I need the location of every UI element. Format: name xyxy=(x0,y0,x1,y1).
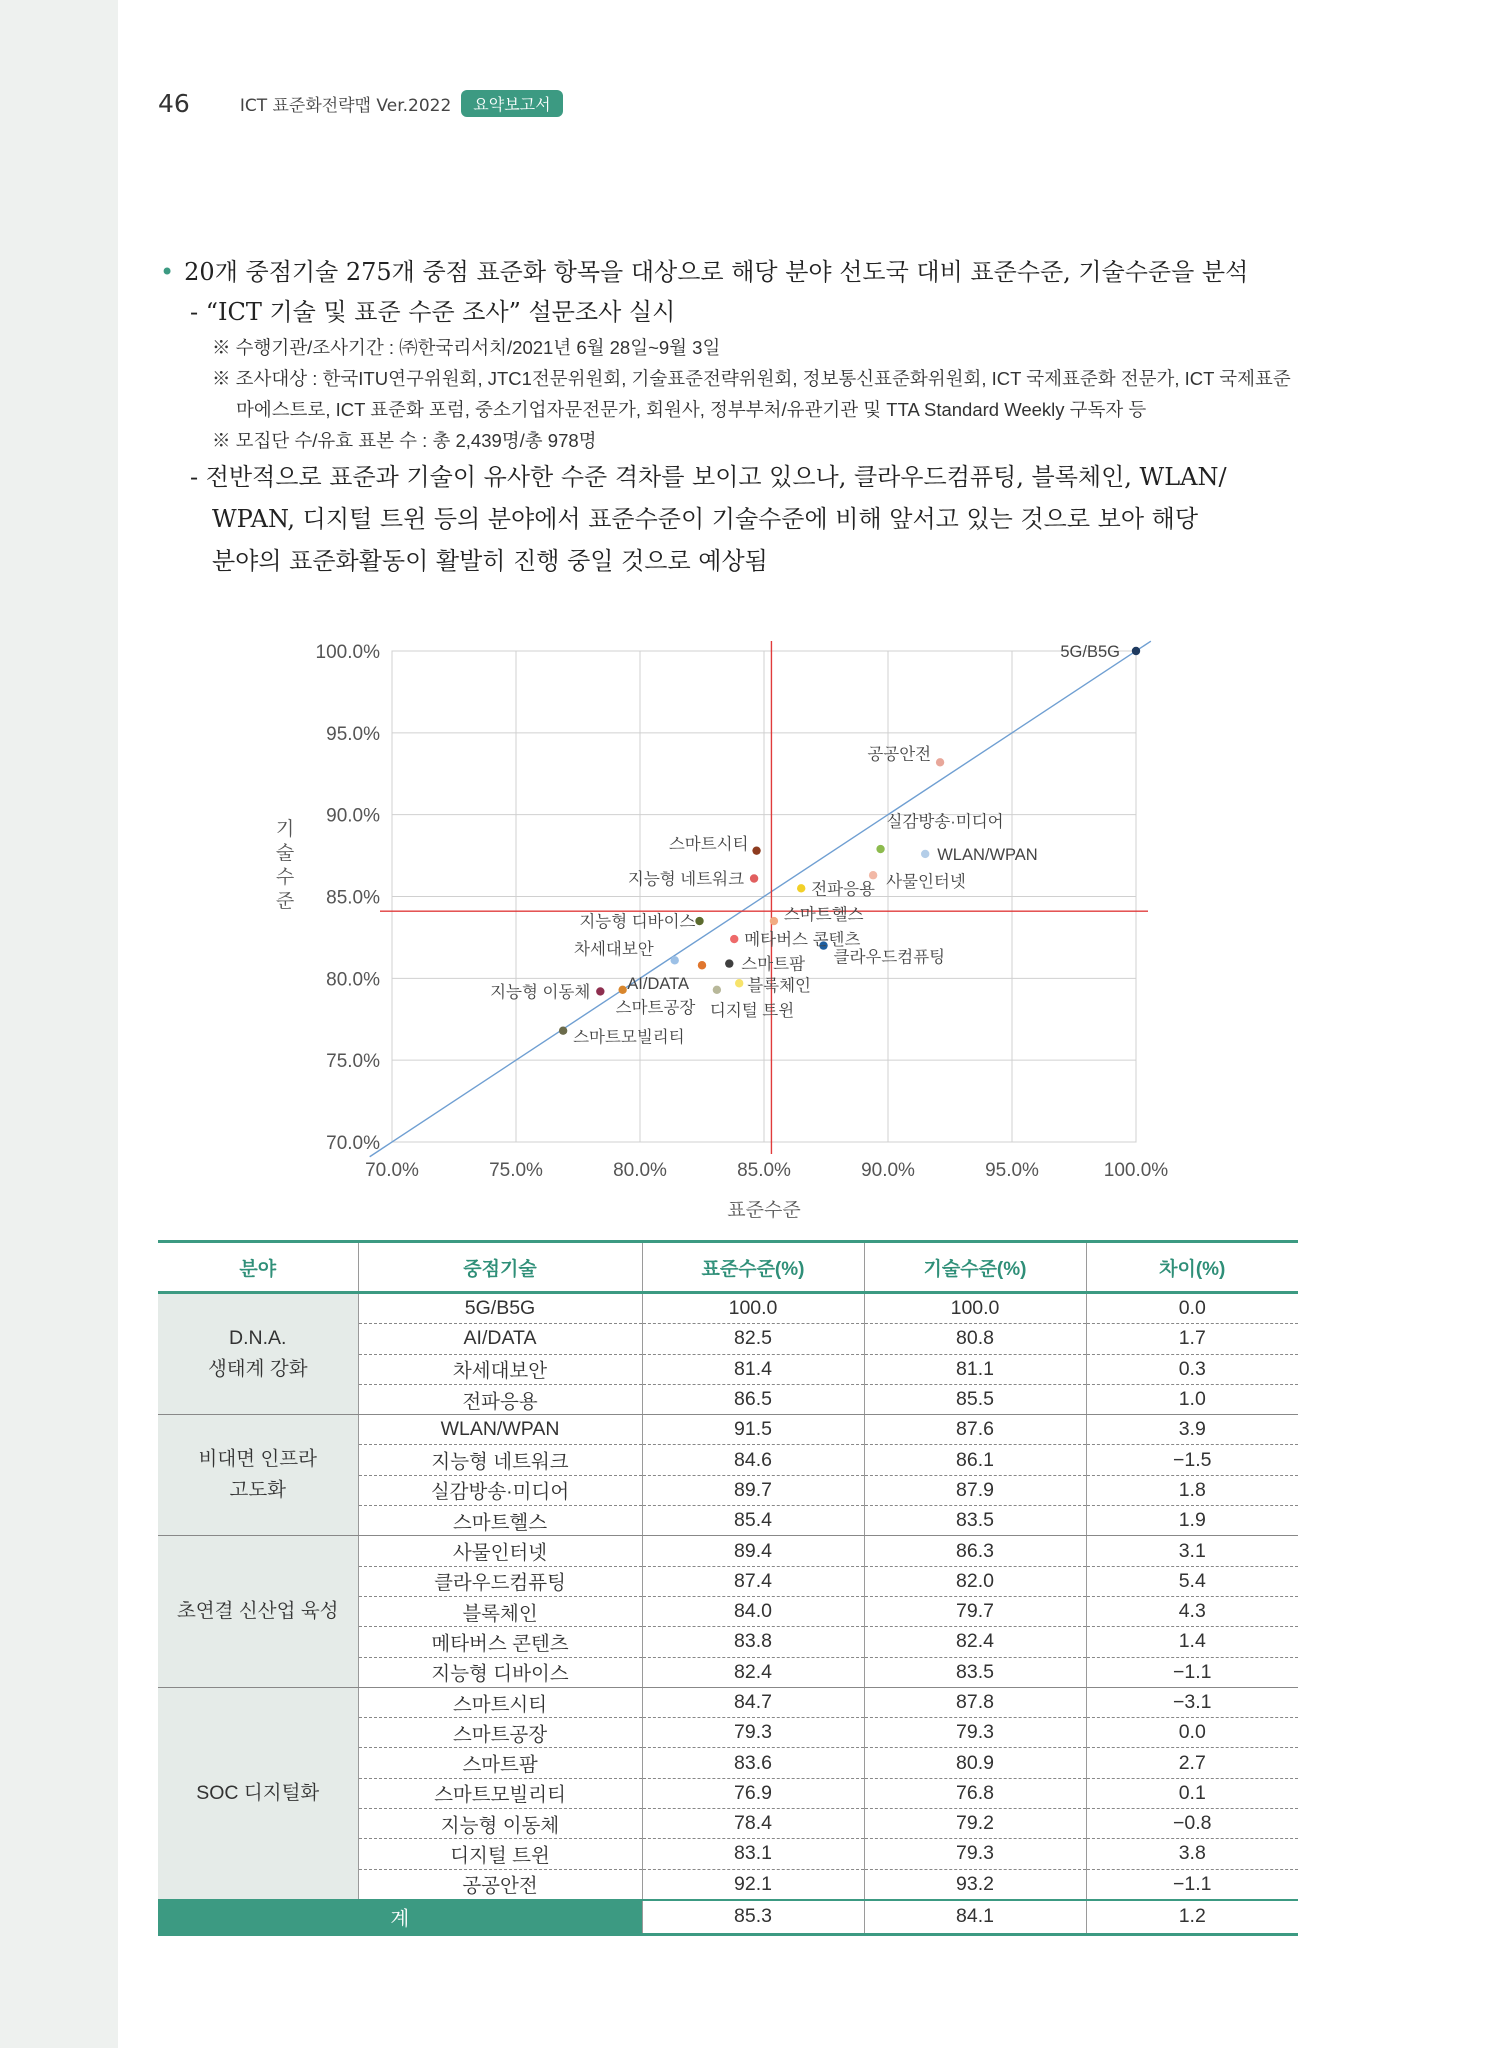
table-header-row xyxy=(158,1242,1298,1293)
tech-cell: 클라우드컴퓨팅 xyxy=(358,1566,642,1596)
point-label: 스마트팜 xyxy=(741,955,806,974)
y-tick-label: 85.0% xyxy=(326,887,380,909)
std-cell: 82.5 xyxy=(642,1324,864,1354)
doc-title: ICT 표준화전략맵 Ver.2022 xyxy=(239,95,452,116)
tech-cell: 블록체인 xyxy=(358,1596,642,1626)
survey-line: - “ICT 기술 및 표준 수준 조사” 설문조사 실시 xyxy=(190,298,676,326)
point-label: 지능형 이동체 xyxy=(490,983,591,1002)
point-label: 지능형 디바이스 xyxy=(579,913,696,932)
scatter-point xyxy=(750,874,758,882)
tech-level-cell: 79.7 xyxy=(864,1596,1086,1626)
tech-cell: 메타버스 콘텐츠 xyxy=(358,1627,642,1657)
header-field: 분야 xyxy=(158,1242,358,1293)
diff-cell: 0.0 xyxy=(1086,1293,1298,1324)
std-cell: 86.5 xyxy=(642,1384,864,1414)
scatter-point xyxy=(797,884,805,892)
section-badge: 요약보고서 xyxy=(461,90,562,117)
point-label: 공공안전 xyxy=(867,745,932,764)
diff-cell: 1.4 xyxy=(1086,1627,1298,1657)
std-cell: 83.1 xyxy=(642,1839,864,1869)
scatter-point xyxy=(735,979,743,987)
tech-level-cell: 81.1 xyxy=(864,1354,1086,1384)
tech-level-cell: 82.0 xyxy=(864,1566,1086,1596)
point-label: 메타버스 콘텐츠 xyxy=(744,931,861,950)
page-number: 46 xyxy=(158,88,190,118)
total-tech: 84.1 xyxy=(864,1900,1086,1935)
header-diff: 차이(%) xyxy=(1086,1242,1298,1293)
tech-level-cell: 87.9 xyxy=(864,1475,1086,1505)
diff-cell: 5.4 xyxy=(1086,1566,1298,1596)
tech-cell: 사물인터넷 xyxy=(358,1536,642,1566)
y-tick-label: 75.0% xyxy=(326,1051,380,1073)
point-label: 스마트모빌리티 xyxy=(573,1028,685,1047)
table-row xyxy=(158,1293,1298,1324)
tech-level-cell: 87.8 xyxy=(864,1687,1086,1717)
tech-level-cell: 85.5 xyxy=(864,1384,1086,1414)
tech-cell: 지능형 네트워크 xyxy=(358,1445,642,1475)
scatter-point xyxy=(921,850,929,858)
diff-cell: −1.1 xyxy=(1086,1869,1298,1900)
std-cell: 89.7 xyxy=(642,1475,864,1505)
scatter-point xyxy=(869,871,877,879)
table-row xyxy=(158,1687,1298,1717)
note-period: ※ 수행기관/조사기간 : ㈜한국리서치/2021년 6월 28일~9월 3일 xyxy=(212,337,721,358)
tech-level-cell: 79.2 xyxy=(864,1809,1086,1839)
point-label: 클라우드컴퓨팅 xyxy=(833,948,946,967)
diff-cell: 3.9 xyxy=(1086,1415,1298,1445)
table-total-row xyxy=(158,1900,1298,1935)
point-label: 사물인터넷 xyxy=(886,873,966,892)
tech-cell: 지능형 디바이스 xyxy=(358,1657,642,1687)
category-label: 초연결 신산업 육성 xyxy=(176,1600,339,1623)
std-cell: 78.4 xyxy=(642,1809,864,1839)
scatter-point xyxy=(752,846,760,854)
table-row xyxy=(158,1415,1298,1445)
header-tech: 중점기술 xyxy=(358,1242,642,1293)
tech-cell: WLAN/WPAN xyxy=(358,1415,642,1445)
diff-cell: 3.8 xyxy=(1086,1839,1298,1869)
tech-cell: AI/DATA xyxy=(358,1324,642,1354)
summary-line3: 분야의 표준화활동이 활발히 진행 중일 것으로 예상됨 xyxy=(212,547,768,575)
scatter-point xyxy=(936,758,944,766)
category-cell xyxy=(158,1536,358,1687)
diff-cell: 3.1 xyxy=(1086,1536,1298,1566)
diff-cell: −3.1 xyxy=(1086,1687,1298,1717)
scatter-point xyxy=(695,917,703,925)
scatter-point xyxy=(770,917,778,925)
tech-level-cell: 82.4 xyxy=(864,1627,1086,1657)
diff-cell: −1.1 xyxy=(1086,1657,1298,1687)
tech-level-cell: 87.6 xyxy=(864,1415,1086,1445)
total-label: 계 xyxy=(158,1900,642,1935)
tech-level-cell: 86.3 xyxy=(864,1536,1086,1566)
category-label: 고도화 xyxy=(229,1479,286,1502)
tech-cell: 차세대보안 xyxy=(358,1354,642,1384)
diff-cell: 1.0 xyxy=(1086,1384,1298,1414)
point-label: AI/DATA xyxy=(627,975,689,994)
table-row xyxy=(158,1536,1298,1566)
std-cell: 76.9 xyxy=(642,1778,864,1808)
category-label: 비대면 인프라 xyxy=(198,1448,317,1471)
summary-line1: - 전반적으로 표준과 기술이 유사한 수준 격차를 보이고 있으나, 클라우드컴퓨팅, 블록체인, WLAN/ xyxy=(190,463,1227,491)
std-cell: 82.4 xyxy=(642,1657,864,1687)
point-label: 실감방송·미디어 xyxy=(886,813,1004,832)
header-std-level: 표준수준(%) xyxy=(642,1242,864,1293)
level-table xyxy=(158,1240,1298,1936)
total-std: 85.3 xyxy=(642,1900,864,1935)
scatter-point xyxy=(618,986,626,994)
std-cell: 84.6 xyxy=(642,1445,864,1475)
point-label: 스마트시티 xyxy=(668,835,749,854)
tech-cell: 디지털 트윈 xyxy=(358,1839,642,1869)
diff-cell: 1.9 xyxy=(1086,1506,1298,1536)
tech-level-cell: 76.8 xyxy=(864,1778,1086,1808)
std-cell: 89.4 xyxy=(642,1536,864,1566)
diff-cell: 1.7 xyxy=(1086,1324,1298,1354)
scatter-point xyxy=(596,987,604,995)
std-cell: 79.3 xyxy=(642,1718,864,1748)
std-cell: 87.4 xyxy=(642,1566,864,1596)
y-axis-title-char: 수 xyxy=(275,867,295,888)
tech-cell: 실감방송·미디어 xyxy=(358,1475,642,1505)
total-diff: 1.2 xyxy=(1086,1900,1298,1935)
tech-cell: 스마트시티 xyxy=(358,1687,642,1717)
summary-line2: WPAN, 디지털 트윈 등의 분야에서 표준수준이 기술수준에 비해 앞서고 있는 것으로 보아 해당 xyxy=(212,505,1199,533)
tech-level-cell: 86.1 xyxy=(864,1445,1086,1475)
scatter-point xyxy=(1132,647,1140,655)
category-cell xyxy=(158,1415,358,1536)
tech-level-cell: 80.9 xyxy=(864,1748,1086,1778)
y-axis-title-char: 술 xyxy=(275,843,295,864)
std-cell: 84.0 xyxy=(642,1596,864,1626)
bullet-icon: • xyxy=(160,258,175,286)
diff-cell: 0.0 xyxy=(1086,1718,1298,1748)
std-cell: 100.0 xyxy=(642,1293,864,1324)
category-cell xyxy=(158,1687,358,1900)
tech-cell: 공공안전 xyxy=(358,1869,642,1900)
diff-cell: 2.7 xyxy=(1086,1748,1298,1778)
std-cell: 85.4 xyxy=(642,1506,864,1536)
point-label: WLAN/WPAN xyxy=(937,845,1038,864)
std-cell: 81.4 xyxy=(642,1354,864,1384)
scatter-point xyxy=(671,956,679,964)
scatter-point xyxy=(730,935,738,943)
x-tick-label: 85.0% xyxy=(737,1160,791,1181)
point-label: 스마트공장 xyxy=(615,998,696,1017)
scatter-point xyxy=(713,986,721,994)
tech-cell: 스마트공장 xyxy=(358,1718,642,1748)
note-sample: ※ 모집단 수/유효 표본 수 : 총 2,439명/총 978명 xyxy=(212,430,597,451)
category-label: 생태계 강화 xyxy=(207,1358,308,1381)
tech-level-cell: 93.2 xyxy=(864,1869,1086,1900)
tech-level-cell: 79.3 xyxy=(864,1718,1086,1748)
y-tick-label: 90.0% xyxy=(326,805,380,827)
std-cell: 83.8 xyxy=(642,1627,864,1657)
tech-level-cell: 100.0 xyxy=(864,1293,1086,1324)
category-label: D.N.A. xyxy=(229,1327,287,1350)
diff-cell: −1.5 xyxy=(1086,1445,1298,1475)
bullet-text: 20개 중점기술 275개 중점 표준화 항목을 대상으로 해당 분야 선도국 대비 표준수준, 기술수준을 분석 xyxy=(184,258,1249,286)
y-tick-label: 70.0% xyxy=(326,1133,380,1154)
scatter-point xyxy=(698,961,706,969)
diff-cell: 4.3 xyxy=(1086,1596,1298,1626)
x-axis-title: 표준수준 xyxy=(727,1200,801,1221)
x-tick-label: 90.0% xyxy=(861,1160,915,1181)
x-tick-label: 70.0% xyxy=(365,1160,419,1181)
point-label: 블록체인 xyxy=(747,977,811,996)
note-target-line2: 마에스트로, ICT 표준화 포럼, 중소기업자문전문가, 회원사, 정부부처/유관기관 및 TTA Standard Weekly 구독자 등 xyxy=(236,399,1147,420)
std-cell: 84.7 xyxy=(642,1687,864,1717)
tech-level-cell: 83.5 xyxy=(864,1506,1086,1536)
diff-cell: −0.8 xyxy=(1086,1809,1298,1839)
diff-cell: 0.1 xyxy=(1086,1778,1298,1808)
tech-level-cell: 80.8 xyxy=(864,1324,1086,1354)
note-target-line1: ※ 조사대상 : 한국ITU연구위원회, JTC1전문위원회, 기술표준전략위원회, 정보통신표준화위원회, ICT 국제표준화 전문가, ICT 국제표준 xyxy=(212,368,1291,389)
point-label: 전파응용 xyxy=(811,880,875,899)
diff-cell: 1.8 xyxy=(1086,1475,1298,1505)
tech-cell: 스마트헬스 xyxy=(358,1506,642,1536)
scatter-point xyxy=(725,959,733,967)
category-label: SOC 디지털화 xyxy=(196,1781,320,1804)
tech-cell: 5G/B5G xyxy=(358,1293,642,1324)
y-tick-label: 95.0% xyxy=(326,723,380,745)
scatter-point xyxy=(559,1027,567,1035)
point-label: 스마트헬스 xyxy=(783,906,864,925)
header-tech-level: 기술수준(%) xyxy=(864,1242,1086,1293)
x-tick-label: 95.0% xyxy=(985,1160,1039,1181)
x-tick-label: 75.0% xyxy=(489,1160,543,1181)
y-axis-title-char: 기 xyxy=(275,819,295,840)
tech-cell: 지능형 이동체 xyxy=(358,1809,642,1839)
point-label: 디지털 트윈 xyxy=(709,1001,795,1020)
point-label: 5G/B5G xyxy=(1060,643,1120,661)
tech-cell: 스마트팜 xyxy=(358,1748,642,1778)
point-label: 지능형 네트워크 xyxy=(627,870,745,889)
scatter-point xyxy=(876,845,884,853)
tech-level-cell: 79.3 xyxy=(864,1839,1086,1869)
std-cell: 92.1 xyxy=(642,1869,864,1900)
tech-cell: 전파응용 xyxy=(358,1384,642,1414)
diff-cell: 0.3 xyxy=(1086,1354,1298,1384)
category-cell xyxy=(158,1293,358,1415)
y-tick-label: 100.0% xyxy=(315,642,380,663)
x-tick-label: 100.0% xyxy=(1103,1160,1169,1181)
std-cell: 91.5 xyxy=(642,1415,864,1445)
x-tick-label: 80.0% xyxy=(613,1160,667,1181)
y-tick-label: 80.0% xyxy=(326,969,380,991)
point-label: 차세대보안 xyxy=(574,940,654,959)
y-axis-title-char: 준 xyxy=(275,891,295,912)
tech-cell: 스마트모빌리티 xyxy=(358,1778,642,1808)
std-cell: 83.6 xyxy=(642,1748,864,1778)
tech-level-cell: 83.5 xyxy=(864,1657,1086,1687)
